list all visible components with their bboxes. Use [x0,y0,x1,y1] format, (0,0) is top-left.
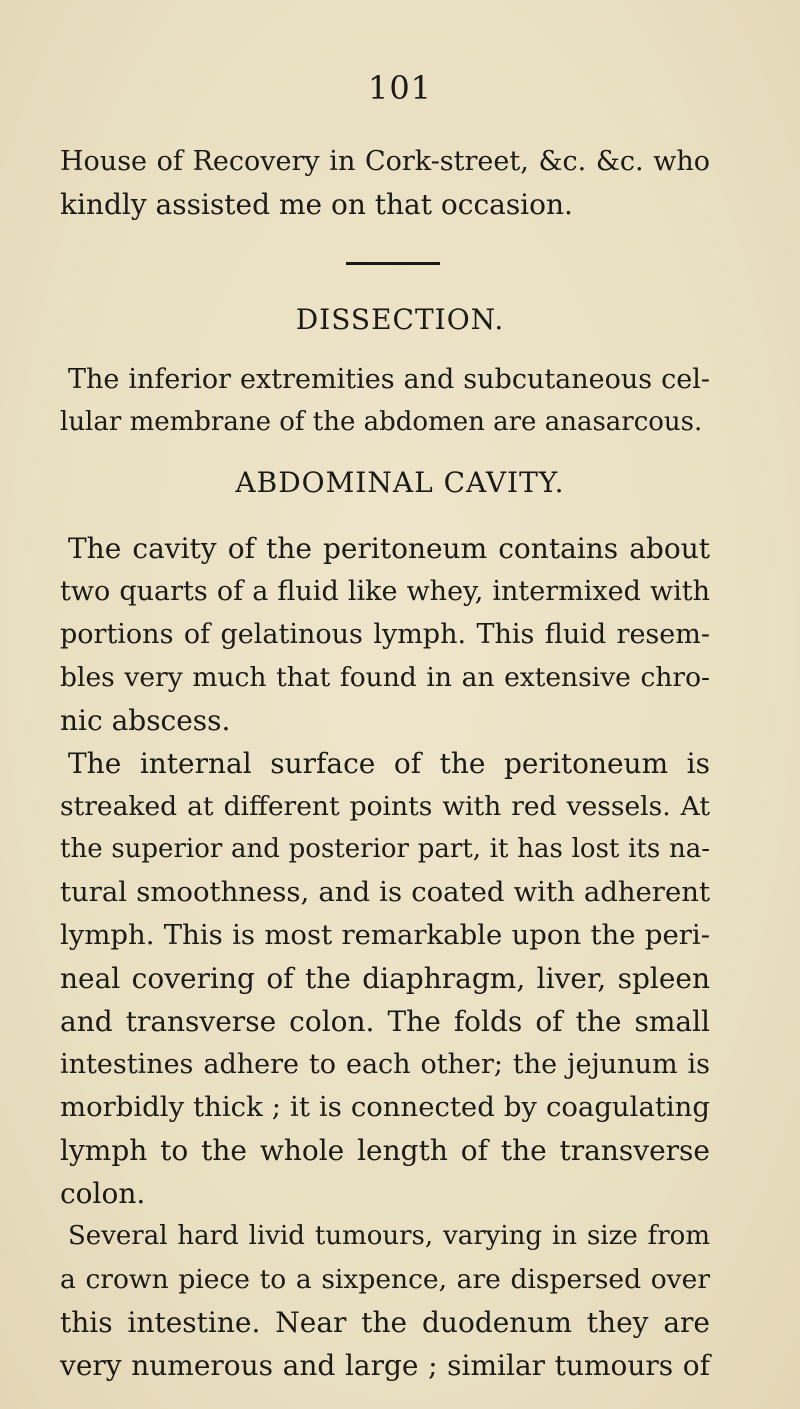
section-heading-abdominal-cavity: ABDOMINAL CAVITY. [235,466,565,499]
text-line: kindly assisted me on that occasion. [60,188,573,221]
text-line: The cavity of the peritoneum contains about [68,532,710,565]
text-line: The inferior extremities and subcutaneous cel- [68,364,710,395]
text-line: bles very much that found in an extensive chro- [60,662,710,693]
text-line: lymph. This is most remarkable upon the peri- [60,919,710,951]
page-number: 101 [367,69,433,107]
text-line: portions of gelatinous lymph. This fluid resem- [60,619,710,650]
text-line: tural smoothness, and is coated with adherent [60,876,710,908]
text-line: Several hard livid tumours, varying in size from [68,1221,710,1251]
text-line: streaked at different points with red vessels. At [60,791,710,822]
text-line: the superior and posterior part, it has lost its na- [60,834,710,864]
intro-paragraph [60,140,710,226]
text-line: nic abscess. [60,704,231,737]
dissection-paragraph [60,358,710,444]
text-line: a crown piece to a sixpence, are dispersed over [60,1264,710,1295]
text-line: and transverse colon. The folds of the small [60,1005,710,1038]
section-rule [346,262,440,265]
text-line: lymph to the whole length of the transverse [60,1134,710,1167]
text-line: this intestine. Near the duodenum they are [60,1306,710,1339]
text-line: House of Recovery in Cork-street, &c. &c. who [60,146,710,177]
text-line: two quarts of a fluid like whey, intermixed with [60,576,710,607]
text-line: colon. [60,1177,146,1210]
text-line: neal covering of the diaphragm, liver, spleen [60,962,710,995]
text-line: intestines adhere to each other; the jejunum is [60,1049,710,1080]
section-heading-dissection: DISSECTION. [295,303,505,336]
text-line: The internal surface of the peritoneum is [68,747,710,780]
text-line: lular membrane of the abdomen are anasarcous. [60,407,703,437]
abdominal-cavity-text [60,527,710,1387]
text-line: morbidly thick ; it is connected by coagulating [60,1091,710,1123]
text-line: very numerous and large ; similar tumours of [60,1349,710,1382]
